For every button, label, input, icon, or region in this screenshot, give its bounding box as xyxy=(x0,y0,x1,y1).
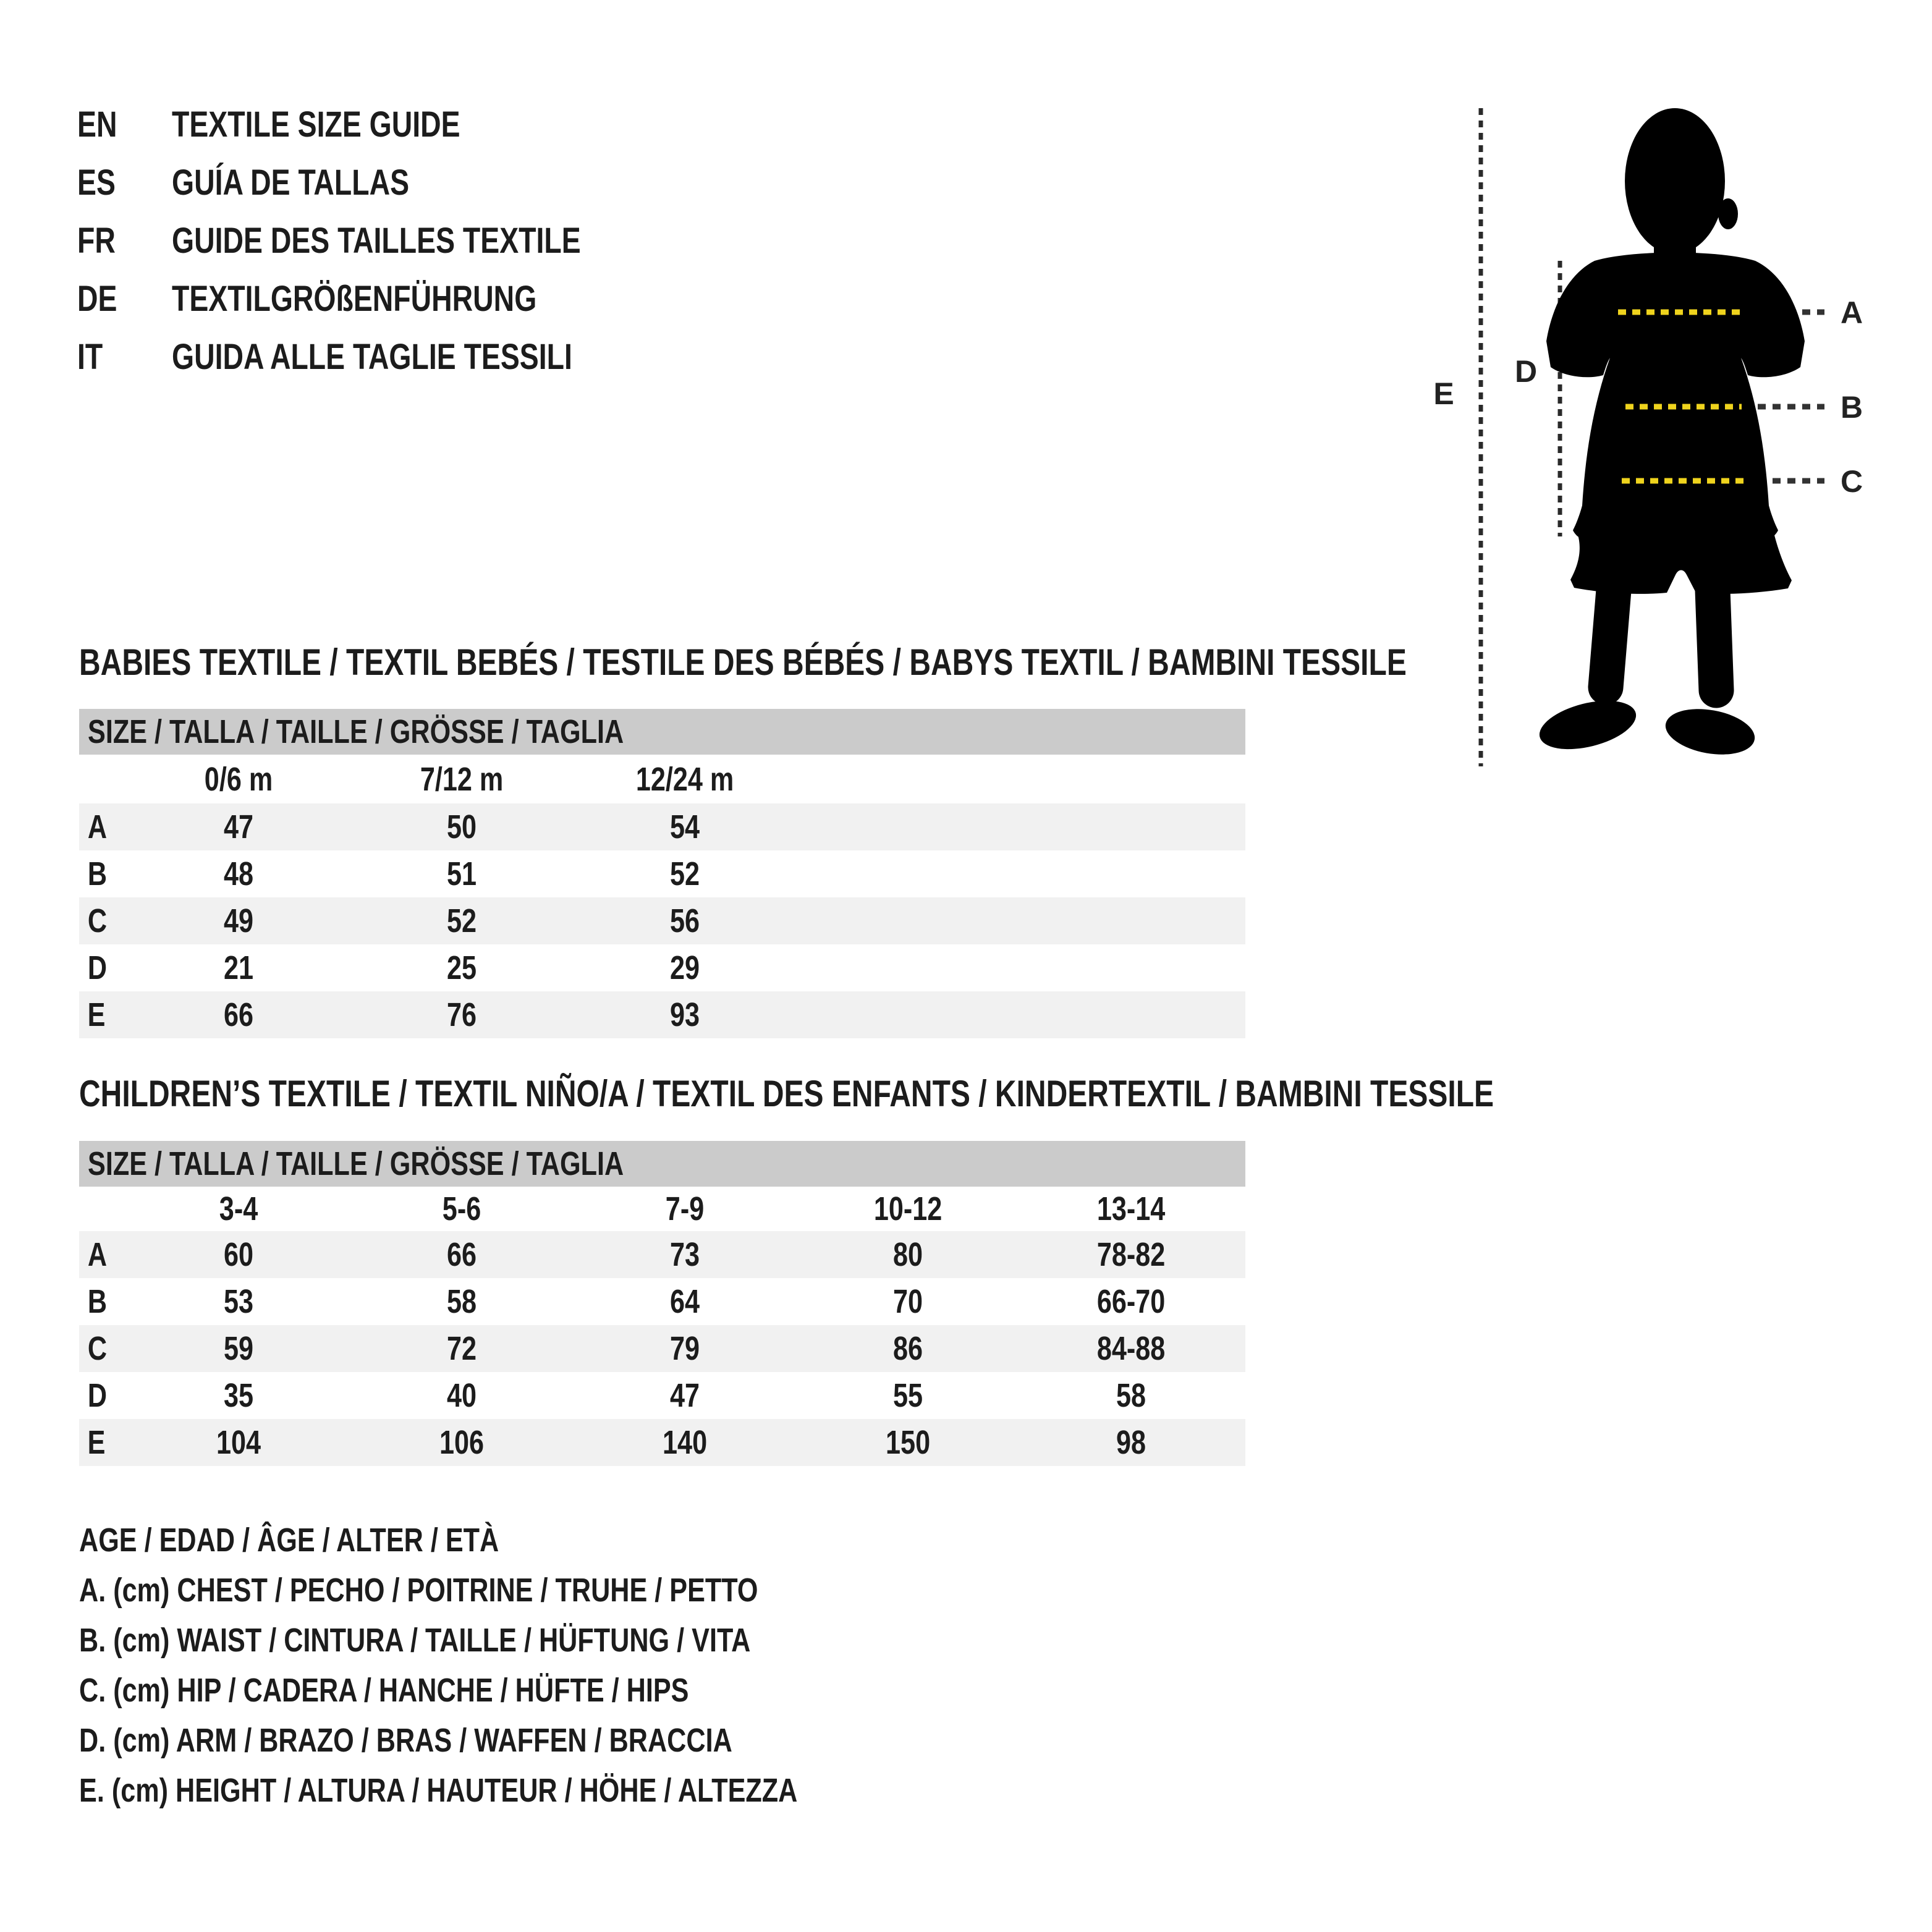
figure-label-d: D xyxy=(1514,354,1538,389)
cell-value: 76 xyxy=(447,996,477,1033)
cell-value: 70 xyxy=(893,1283,923,1320)
cell-value: 40 xyxy=(447,1377,477,1414)
babies-size-header-label: SIZE / TALLA / TAILLE / GRÖSSE / TAGLIA xyxy=(88,713,624,750)
cell-value: 79 xyxy=(670,1330,700,1367)
silhouette-left-shoe xyxy=(1535,692,1641,758)
lang-code-en: EN xyxy=(77,104,117,145)
babies-table-header-bar xyxy=(79,709,1245,755)
children-size-table xyxy=(79,1141,1245,1466)
children-section-title-text: CHILDREN’S TEXTILE / TEXTIL NIÑO/A / TEXTIL DES ENFANTS / KINDERTEXTIL / BAMBINI TESSILE xyxy=(79,1072,1494,1114)
babies-col-1: 7/12 m xyxy=(420,760,504,798)
cell-value: 150 xyxy=(886,1424,931,1461)
children-col-4: 13-14 xyxy=(1097,1190,1166,1227)
cell-value: 72 xyxy=(447,1330,477,1367)
cell-value: 52 xyxy=(447,902,477,939)
babies-col-2: 12/24 m xyxy=(636,760,734,798)
cell-value: 52 xyxy=(670,855,700,892)
table-row-b xyxy=(79,1278,1245,1325)
silhouette-shirt xyxy=(1546,253,1805,544)
lang-code-fr: FR xyxy=(77,220,116,261)
header-line-de xyxy=(77,279,628,318)
babies-column-headers xyxy=(79,755,1245,803)
cell-value: 51 xyxy=(447,855,477,892)
lang-code-it: IT xyxy=(77,336,103,377)
table-row-e xyxy=(79,991,1245,1038)
header-line-fr xyxy=(77,221,683,260)
title-it: GUIDA ALLE TAGLIE TESSILI xyxy=(172,336,572,377)
figure-label-e: E xyxy=(1433,376,1454,411)
cell-value: 64 xyxy=(670,1283,700,1320)
cell-value: 56 xyxy=(670,902,700,939)
header-line-en xyxy=(77,105,532,143)
cell-value: 104 xyxy=(216,1424,261,1461)
table-row-d xyxy=(79,1372,1245,1419)
legend-age xyxy=(79,1522,604,1559)
row-label: A xyxy=(87,1236,108,1273)
table-row-c xyxy=(79,1325,1245,1372)
babies-size-table xyxy=(79,709,1245,1038)
title-de: TEXTILGRÖßENFÜHRUNG xyxy=(172,278,537,319)
table-row-d xyxy=(79,944,1245,991)
row-label: D xyxy=(87,1377,108,1414)
cell-value: 58 xyxy=(447,1283,477,1320)
header-line-it xyxy=(77,337,672,376)
row-label: C xyxy=(87,902,108,939)
row-label: C xyxy=(87,1330,108,1367)
cell-value: 21 xyxy=(224,949,254,986)
children-section-title xyxy=(79,1074,1847,1112)
cell-value: 59 xyxy=(224,1330,254,1367)
cell-value: 53 xyxy=(224,1283,254,1320)
row-label: B xyxy=(87,1283,108,1320)
legend-height xyxy=(79,1772,977,1809)
cell-value: 60 xyxy=(224,1236,254,1273)
children-column-headers xyxy=(79,1187,1245,1231)
cell-value: 78-82 xyxy=(1097,1236,1166,1273)
babies-section-title-text: BABIES TEXTILE / TEXTIL BEBÉS / TESTILE DES BÉBÉS / BABYS TEXTIL / BAMBINI TESSILE xyxy=(79,641,1407,683)
cell-value: 140 xyxy=(663,1424,708,1461)
legend-arm xyxy=(79,1722,896,1759)
row-label: E xyxy=(87,996,106,1033)
row-label: E xyxy=(87,1424,106,1461)
babies-section-title xyxy=(79,643,1739,681)
title-en: TEXTILE SIZE GUIDE xyxy=(172,104,460,145)
cell-value: 49 xyxy=(224,902,254,939)
children-col-1: 5-6 xyxy=(443,1190,481,1227)
cell-value: 47 xyxy=(670,1377,700,1414)
cell-value: 35 xyxy=(224,1377,254,1414)
cell-value: 48 xyxy=(224,855,254,892)
cell-value: 54 xyxy=(670,808,700,845)
legend-hip-text: C. (cm) HIP / CADERA / HANCHE / HÜFTE / HIPS xyxy=(79,1672,689,1709)
cell-value: 66 xyxy=(447,1236,477,1273)
cell-value: 50 xyxy=(447,808,477,845)
cell-value: 47 xyxy=(224,808,254,845)
silhouette-head xyxy=(1625,108,1725,254)
row-label: D xyxy=(87,949,108,986)
table-row-e xyxy=(79,1419,1245,1466)
legend-arm-text: D. (cm) ARM / BRAZO / BRAS / WAFFEN / BRACCIA xyxy=(79,1722,732,1759)
figure-label-b: B xyxy=(1840,390,1863,425)
legend-chest-text: A. (cm) CHEST / PECHO / POITRINE / TRUHE / PETTO xyxy=(79,1572,758,1609)
row-label: A xyxy=(87,808,108,845)
table-row-b xyxy=(79,850,1245,897)
cell-value: 66-70 xyxy=(1097,1283,1166,1320)
cell-value: 80 xyxy=(893,1236,923,1273)
silhouette-right-shoe xyxy=(1662,703,1758,761)
legend-chest xyxy=(79,1572,928,1609)
cell-value: 73 xyxy=(670,1236,700,1273)
lang-code-de: DE xyxy=(77,278,117,319)
lang-code-es: ES xyxy=(77,162,116,203)
silhouette-ear xyxy=(1718,198,1738,229)
children-size-header-label: SIZE / TALLA / TAILLE / GRÖSSE / TAGLIA xyxy=(88,1145,624,1182)
cell-value: 86 xyxy=(893,1330,923,1367)
legend-age-text: AGE / EDAD / ÂGE / ALTER / ETÀ xyxy=(79,1522,499,1559)
children-col-0: 3-4 xyxy=(219,1190,258,1227)
cell-value: 25 xyxy=(447,949,477,986)
cell-value: 66 xyxy=(224,996,254,1033)
cell-value: 106 xyxy=(439,1424,485,1461)
children-col-3: 10-12 xyxy=(874,1190,943,1227)
figure-label-c: C xyxy=(1840,464,1863,499)
babies-col-0: 0/6 m xyxy=(205,760,273,798)
legend-hip xyxy=(79,1672,841,1709)
cell-value: 84-88 xyxy=(1097,1330,1166,1367)
header-line-es xyxy=(77,163,468,201)
cell-value: 98 xyxy=(1116,1424,1146,1461)
table-row-a xyxy=(79,803,1245,850)
cell-value: 29 xyxy=(670,949,700,986)
legend-height-text: E. (cm) HEIGHT / ALTURA / HAUTEUR / HÖHE / ALTEZZA xyxy=(79,1772,798,1809)
table-row-c xyxy=(79,897,1245,944)
cell-value: 58 xyxy=(1116,1377,1146,1414)
title-fr: GUIDE DES TAILLES TEXTILE xyxy=(172,220,581,261)
figure-label-a: A xyxy=(1840,295,1863,330)
cell-value: 93 xyxy=(670,996,700,1033)
table-row-a xyxy=(79,1231,1245,1278)
children-col-2: 7-9 xyxy=(666,1190,705,1227)
children-table-header-bar xyxy=(79,1141,1245,1187)
legend-waist-text: B. (cm) WAIST / CINTURA / TAILLE / HÜFTUNG / VITA xyxy=(79,1622,751,1659)
cell-value: 55 xyxy=(893,1377,923,1414)
row-label: B xyxy=(87,855,108,892)
title-es: GUÍA DE TALLAS xyxy=(172,162,410,203)
legend-waist xyxy=(79,1622,918,1659)
